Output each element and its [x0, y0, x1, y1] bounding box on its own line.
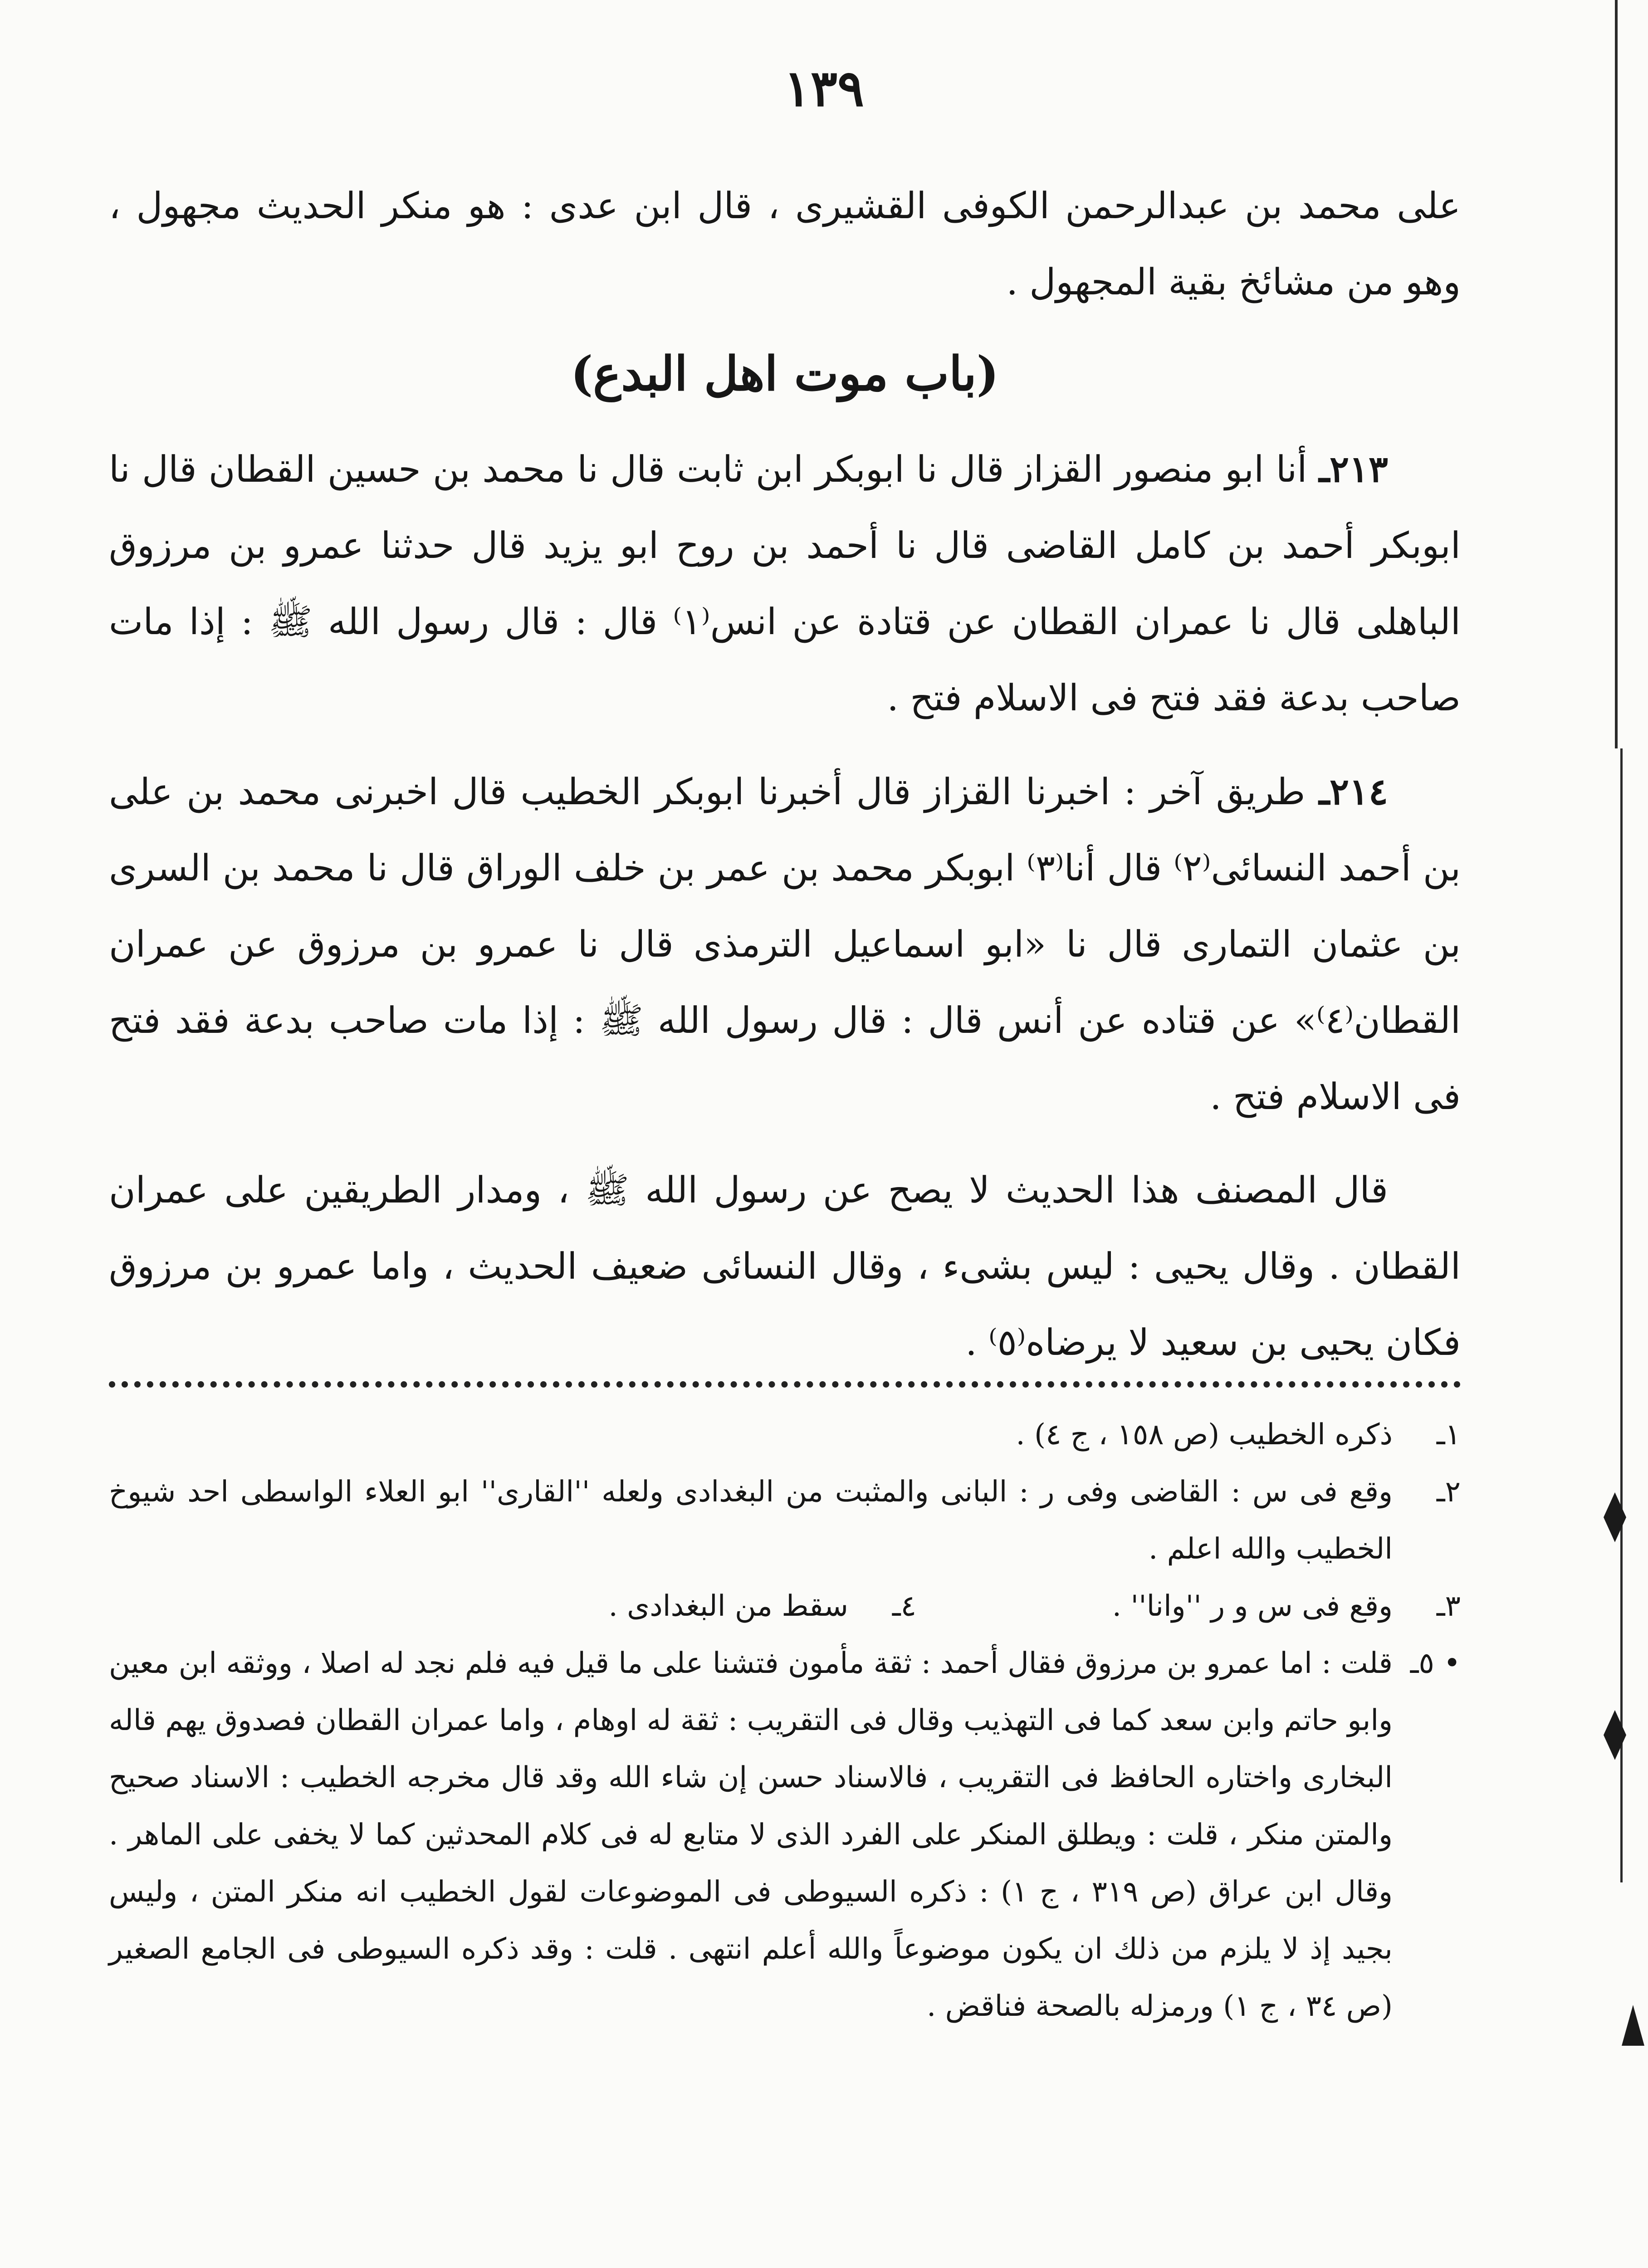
scan-edge-marker — [1601, 1492, 1628, 1542]
paragraph-author-comment: قال المصنف هذا الحديث لا يصح عن رسول الله ﷺ ، ومدار الطريقين على عمران القطان . وقال يحيى : ليس بشىء ، وقال النسائى ضعيف الحديث ، واما عمرو بن مرزوق فكان يحيى بن سعيد لا يرضاه⁽٥⁾ . — [109, 1169, 1461, 1364]
footnote-number: ٢ـ — [1436, 1475, 1461, 1509]
paragraph-intro: على محمد بن عبدالرحمن الكوفى القشيرى ، قال ابن عدى : هو منكر الحديث مجهول ، وهو من مشائخ بقية المجهول . — [109, 185, 1461, 303]
footnote-3 — [916, 1578, 1461, 1635]
main-text — [109, 168, 1461, 1398]
footnote-text: وقع فى س و ر ''وانا'' . — [1112, 1589, 1393, 1623]
footnote-text: وقع فى س : القاضى وفى ر : البانى والمثبت من البغدادى ولعله ''القارى'' ابو العلاء الواسطى احد شيوخ الخطيب والله اعلم . — [109, 1475, 1393, 1566]
footnote-number: ٤ـ — [892, 1589, 916, 1623]
hadith-213 — [109, 431, 1461, 736]
scan-edge-marker — [1619, 2005, 1647, 2046]
footnote-text: قلت : اما عمرو بن مرزوق فقال أحمد : ثقة مأمون فتشنا على ما قيل فيه فلم نجد له اصلا ، ووثقه ابن معين وابو حاتم وابن سعد كما فى التهذيب وقال فى التقريب : ثقة له اوهام ، واما عمران القطان فصدوق يهم قاله البخارى واختاره الحافظ فى التقريب ، فالاسناد حسن إن شاء الله وقد قال مخرجه الخطيب : الاسناد صحيح والمتن منكر ، قلت : ويطلق المنكر على الفرد الذى لا متابع له فى كلام المحدثين كما لا يخفى على الماهر . وقال ابن عراق (ص ٣١٩ ، ج ١) : ذكره السيوطى فى الموضوعات لقول الخطيب انه منكر المتن ، وليس بجيد إذ لا يلزم من ذلك ان يكون موضوعاً والله أعلم انتهى . قلت : وقد ذكره السيوطى فى الجامع الصغير (ص ٣٤ ، ج ١) ورمزله بالصحة فناقض . — [109, 1647, 1393, 2023]
footnote-4 — [372, 1578, 916, 1635]
footnote-5 — [109, 1635, 1461, 2035]
footnotes — [109, 1406, 1461, 2035]
chapter-title: (باب موت اهل البدع) — [570, 346, 999, 401]
footnote-2 — [109, 1463, 1461, 1578]
hadith-text: أنا ابو منصور القزاز قال نا ابوبكر ابن ثابت قال نا محمد بن حسين القطان قال نا ابوبكر أحمد بن كامل القاضى قال نا أحمد بن روح ابو يزيد قال حدثنا عمرو بن مرزوق الباهلى قال نا عمران القطان عن قتادة عن انس⁽١⁾ قال : قال رسول الله ﷺ : إذا مات صاحب بدعة فقد فتح فى الاسلام فتح . — [109, 448, 1461, 719]
hadith-number: ٢١٤ـ — [1319, 770, 1388, 813]
footnote-text: ذكره الخطيب (ص ١٥٨ ، ج ٤) . — [1016, 1418, 1393, 1452]
hadith-text: طريق آخر : اخبرنا القزاز قال أخبرنا ابوبكر الخطيب قال اخبرنى محمد بن على بن أحمد النسائى⁽٢⁾ قال أنا⁽٣⁾ ابوبكر محمد بن عمر بن خلف الوراق قال نا محمد بن السرى بن عثمان التمارى قال نا «ابو اسماعيل الترمذى قال نا عمرو بن مرزوق عن عمران القطان⁽٤⁾» عن قتاده عن أنس قال : قال رسول الله ﷺ : إذا مات صاحب بدعة فقد فتح فى الاسلام فتح . — [109, 771, 1461, 1118]
footnote-1 — [109, 1406, 1461, 1463]
footnote-text: سقط من البغدادى . — [608, 1589, 848, 1623]
page-number: ١٣٩ — [783, 59, 865, 117]
hadith-number: ٢١٣ـ — [1319, 448, 1388, 490]
hadith-214 — [109, 753, 1461, 1135]
footnotes-3-4 — [109, 1578, 1461, 1635]
scan-edge-marker — [1601, 1710, 1628, 1760]
footnote-number: ١ـ — [1436, 1418, 1461, 1452]
footnote-separator — [109, 1381, 1461, 1388]
footnote-number: • ٥ـ — [1410, 1647, 1461, 1680]
footnote-number: ٣ـ — [1436, 1589, 1461, 1623]
